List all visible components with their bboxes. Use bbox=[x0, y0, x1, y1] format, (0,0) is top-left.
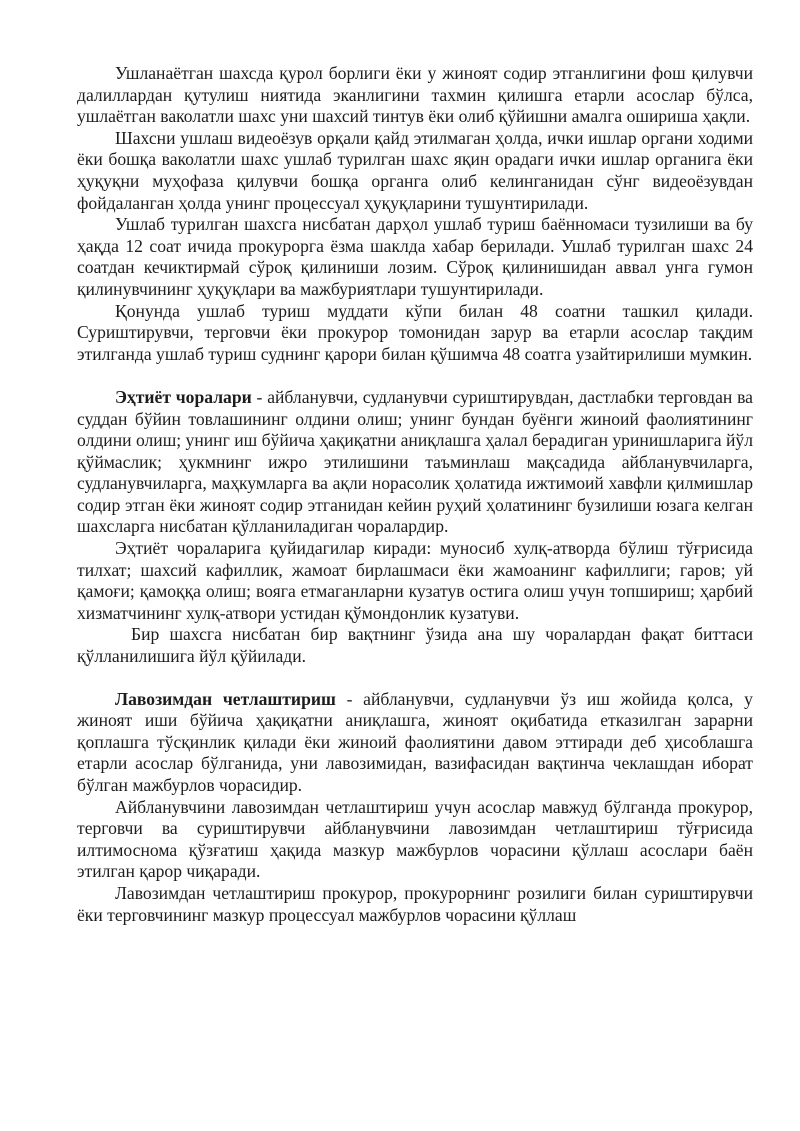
spacer bbox=[77, 668, 753, 689]
paragraph-rights-explanation: Шахсни ушлаш видеоёзув орқали қайд этилмаган ҳолда, ички ишлар органи ходими ёки бошқа ваколатли шахс ушлаб турилган шахс яқин орадаги ички ишлар органига ёки ҳуқуқни муҳофаза қилувчи бошқа органга олиб келинганидан сўнг видеоёзувдан фойдаланган ҳолда унинг процессуал ҳуқуқларини тушунтирилади. bbox=[77, 127, 753, 213]
spacer bbox=[77, 365, 753, 387]
paragraph-preventive-measures bbox=[77, 387, 753, 538]
definition-removal-from-office: - айбланувчи, судланувчи ўз иш жойида қолса, у жиноят иши бўйича ҳақиқатни аниқлашга, жиноят оқибатида етказилган зарарни қоплашга тўсқинлик қилади ёки жиноий фаолиятини давом эттиради деб ҳисоблашга етарли асослар бўлганида, уни лавозимидан, вазифасидан вақтинча чеклашдан иборат бўлган мажбурлов чорасидир. bbox=[77, 688, 753, 795]
definition-preventive-measures: - айбланувчи, судланувчи суриштирувдан, дастлабки терговдан ва суддан бўйин товлашининг олдини олиш; унинг бундан буёнги жиноий фаолиятининг олдини олиш; унинг иш бўйича ҳақиқатни аниқлашга ҳалал берадиган уринишларига йўл қўймаслик; ҳукмнинг ижро этилишини таъминлаш мақсадида айбланувчиларга, судланувчиларга, маҳкумларга ва ақли норасолик ҳолатида ижтимоий хавфли қилмишлар содир этган ёки жиноят содир этганидан кейин руҳий ҳолатининг бузилиши юзага келган шахсларга нисбатан қўлланиладиган чоралардир. bbox=[77, 386, 753, 537]
term-preventive-measures: Эҳтиёт чоралари bbox=[115, 386, 252, 407]
paragraph-single-measure: Бир шахсга нисбатан бир вақтнинг ўзида ана шу чоралардан фақат биттаси қўлланилишига йўл қўйилади. bbox=[77, 624, 753, 667]
term-removal-from-office: Лавозимдан четлаштириш bbox=[115, 688, 336, 709]
paragraph-measures-list: Эҳтиёт чораларига қуйидагилар киради: муносиб хулқ-атворда бўлиш тўғрисида тилхат; шахсий кафиллик, жамоат бирлашмаси ёки жамоанинг кафиллиги; гаров; уй қамоғи; қамоққа олиш; вояга етмаганларни кузатув остига олиш учун топшириш; ҳарбий хизматчининг хулқ-атвори устидан қўмондонлик кузатуви. bbox=[77, 538, 753, 623]
paragraph-removal-from-office bbox=[77, 689, 753, 797]
document-page bbox=[77, 63, 753, 926]
paragraph-search-right: Ушланаётган шахсда қурол борлиги ёки у жиноят содир этганлигини фош қилувчи далиллардан қутулиш ниятида эканлигини тахмин қилишга етарли асослар бўлса, ушлаётган ваколатли шахс уни шахсий тинтув ёки олиб қўйишни амалга ошириша ҳақли. bbox=[77, 63, 753, 127]
paragraph-removal-procedure: Лавозимдан четлаштириш прокурор, прокурорнинг розилиги билан суриштирувчи ёки терговчининг мазкур процессуал мажбурлов чорасини қўллаш bbox=[77, 882, 753, 925]
paragraph-detention-term: Қонунда ушлаб туриш муддати кўпи билан 48 соатни ташкил қилади. Суриштирувчи, терговчи ёки прокурор томонидан зарур ва етарли асослар тақдим этилганда ушлаб туриш суднинг қарори билан қўшимча 48 соатга узайтирилиши мумкин. bbox=[77, 300, 753, 364]
paragraph-removal-grounds: Айбланувчини лавозимдан четлаштириш учун асослар мавжуд бўлганда прокурор, терговчи ва суриштирувчи айбланувчини лавозимдан четлаштириш тўғрисида илтимоснома қўзғатиш ҳақида мазкур мажбурлов чорасини қўллаш асослари баён этилган қарор чиқаради. bbox=[77, 796, 753, 882]
paragraph-detention-protocol: Ушлаб турилган шахсга нисбатан дарҳол ушлаб туриш баённомаси тузилиши ва бу ҳақда 12 соат ичида прокурорга ёзма шаклда хабар берилади. Ушлаб турилган шахс 24 соатдан кечиктирмай сўроқ қилиниши лозим. Сўроқ қилинишидан аввал унга гумон қилинувчининг ҳуқуқлари ва мажбуриятлари тушунтирилади. bbox=[77, 214, 753, 299]
